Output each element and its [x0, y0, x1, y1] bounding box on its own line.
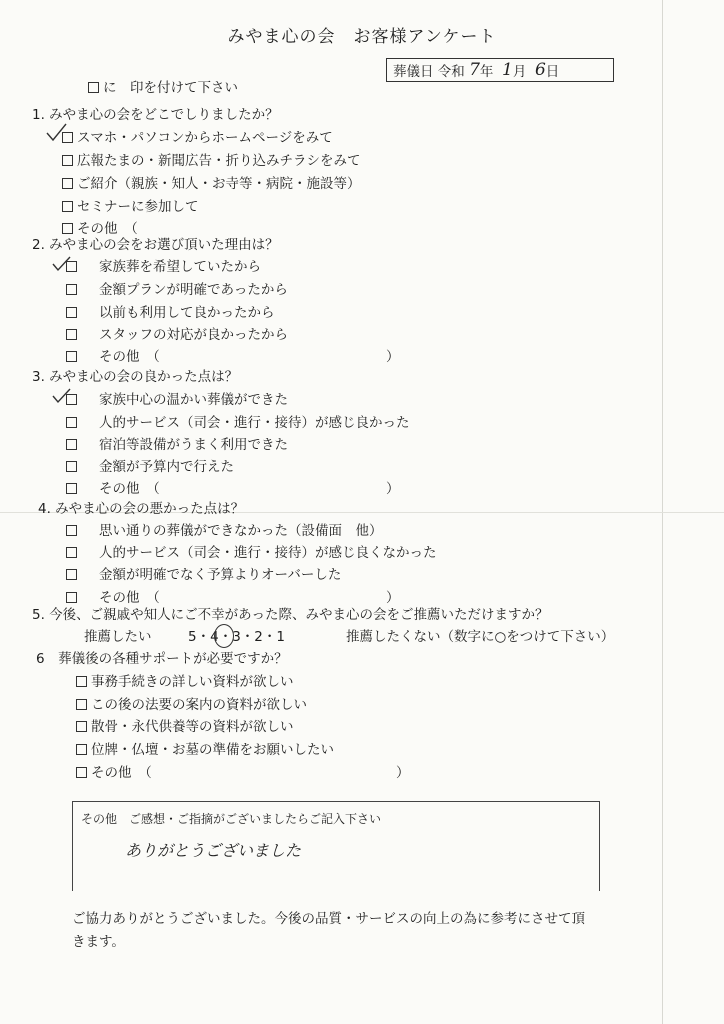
q2-option-label: 金額プランが明確であったから — [99, 282, 288, 298]
q2-option-label: 以前も利用して良かったから — [99, 305, 275, 321]
checkbox[interactable] — [76, 721, 87, 732]
q6-question: 6 葬儀後の各種サポートが必要ですか？ — [36, 651, 288, 667]
q4-option[interactable] — [66, 589, 160, 607]
checkbox[interactable] — [66, 329, 77, 340]
comment-box[interactable] — [72, 801, 600, 891]
q6-option-label: 散骨・永代供養等の資料が欲しい — [91, 719, 294, 735]
q2-option[interactable] — [66, 348, 160, 366]
q3-option[interactable] — [66, 480, 160, 498]
q2-option[interactable] — [66, 304, 275, 322]
q5-left-label: 推薦したい — [84, 629, 152, 645]
q1-option[interactable] — [62, 175, 361, 193]
checkbox[interactable] — [76, 744, 87, 755]
rating-sep: ・ — [240, 629, 255, 645]
q1-question: 1. みやま心の会をどこでしりましたか？ — [32, 107, 279, 123]
q3-option[interactable] — [66, 391, 288, 409]
date-year-unit: 年 — [479, 64, 494, 80]
q3-question: 3. みやま心の会の良かった点は？ — [32, 369, 239, 385]
q5-rating — [188, 628, 285, 646]
q1-option[interactable] — [62, 198, 199, 216]
q1-option[interactable] — [62, 129, 333, 147]
q1-option-label: セミナーに参加して — [77, 199, 199, 215]
checkbox[interactable] — [76, 767, 87, 778]
q1-option-label: スマホ・パソコンからホームページをみて — [77, 130, 333, 146]
checkbox[interactable] — [76, 699, 87, 710]
comment-handwritten-text: ありがとうございました — [125, 841, 302, 860]
q1-option[interactable] — [62, 152, 361, 170]
checkbox[interactable] — [62, 155, 73, 166]
q4-option-label: 金額が明確でなく予算よりオーバーした — [99, 567, 342, 583]
checkbox[interactable] — [66, 483, 77, 494]
q4-option[interactable] — [66, 566, 341, 584]
q1-option-label: ご紹介（親族・知人・お寺等・病院・施設等） — [77, 176, 361, 192]
checkmark-icon — [44, 120, 70, 146]
checkbox[interactable] — [62, 201, 73, 212]
q3-close-paren: ） — [386, 481, 400, 497]
q1-option-label: 広報たまの・新聞広告・折り込みチラシをみて — [77, 153, 361, 169]
selected-rating-circle — [214, 624, 234, 648]
checkbox[interactable] — [66, 569, 77, 580]
page-title: みやま心の会 お客様アンケート — [227, 27, 497, 47]
rating-5[interactable]: 5 — [188, 629, 197, 645]
q6-option-label: その他 （ — [91, 765, 152, 781]
q6-option[interactable] — [76, 764, 152, 782]
q3-option-label: 人的サービス（司会・進行・接待）が感じ良かった — [99, 415, 410, 431]
q6-option-label: 事務手続きの詳しい資料が欲しい — [91, 674, 294, 690]
rating-2[interactable]: 2 — [254, 629, 263, 645]
q2-option-label: 家族葬を希望していたから — [99, 259, 261, 275]
footer-line-1: ご協力ありがとうございました。今後の品質・サービスの向上の為に参考にさせて頂 — [72, 911, 585, 927]
instruction — [88, 79, 238, 97]
checkbox[interactable] — [66, 525, 77, 536]
checkbox[interactable] — [76, 676, 87, 687]
rating-4[interactable]: 4 — [210, 629, 219, 645]
q4-option[interactable] — [66, 544, 437, 562]
q4-option[interactable] — [66, 522, 383, 540]
instruction-text: に 印を付けて下さい — [103, 80, 238, 96]
checkbox[interactable] — [66, 592, 77, 603]
q2-close-paren: ） — [386, 349, 400, 365]
q4-close-paren: ） — [386, 590, 400, 606]
q3-option-label: 宿泊等設備がうまく利用できた — [99, 437, 288, 453]
rating-sep: ・ — [196, 629, 211, 645]
checkmark-icon — [50, 384, 74, 408]
footer-line-2: きます。 — [72, 934, 125, 950]
q3-option-label: その他 （ — [99, 481, 160, 497]
q3-option[interactable] — [66, 458, 234, 476]
checkmark-icon — [50, 252, 74, 276]
q5-scale — [84, 628, 152, 646]
checkbox[interactable] — [66, 351, 77, 362]
q6-close-paren: ） — [396, 765, 410, 781]
checkbox[interactable] — [66, 439, 77, 450]
q3-option-label: 家族中心の温かい葬儀ができた — [99, 392, 288, 408]
rating-1[interactable]: 1 — [276, 629, 285, 645]
date-era: 令和 — [437, 64, 465, 80]
q4-option-label: 思い通りの葬儀ができなかった（設備面 他） — [99, 523, 383, 539]
date-day: 6 — [534, 60, 546, 80]
q3-option-label: 金額が予算内で行えた — [99, 459, 234, 475]
checkbox[interactable] — [66, 417, 77, 428]
q6-option[interactable] — [76, 718, 294, 736]
q2-option[interactable] — [66, 258, 261, 276]
date-month-unit: 月 — [512, 64, 527, 80]
date-year: 7 — [469, 60, 480, 80]
rating-3[interactable]: 3 — [232, 629, 241, 645]
checkbox[interactable] — [62, 223, 73, 234]
q5-question: 5. 今後、ご親戚や知人にご不幸があった際、みやま心の会をご推薦いただけますか？ — [32, 607, 549, 623]
q4-option-label: その他 （ — [99, 590, 160, 606]
rating-sep: ・ — [262, 629, 277, 645]
q2-option[interactable] — [66, 326, 288, 344]
q4-question: 4. みやま心の会の悪かった点は？ — [38, 501, 245, 517]
checkbox[interactable] — [66, 461, 77, 472]
date-day-unit: 日 — [545, 64, 560, 80]
q3-option[interactable] — [66, 414, 410, 432]
comment-label: その他 ご感想・ご指摘がございましたらご記入下さい — [81, 812, 382, 826]
checkbox[interactable] — [66, 284, 77, 295]
q2-option[interactable] — [66, 281, 288, 299]
q6-option[interactable] — [76, 673, 294, 691]
q2-option-label: その他 （ — [99, 349, 160, 365]
checkbox[interactable] — [66, 547, 77, 558]
rating-sep: ・ — [218, 629, 233, 645]
checkbox[interactable] — [66, 307, 77, 318]
checkbox[interactable] — [62, 178, 73, 189]
q6-option-label: この後の法要の案内の資料が欲しい — [91, 697, 307, 713]
q4-option-label: 人的サービス（司会・進行・接待）が感じ良くなかった — [99, 545, 437, 561]
q5-right-label: 推薦したくない（数字に○をつけて下さい） — [346, 629, 615, 645]
q3-option[interactable] — [66, 436, 288, 454]
q1-option-label: その他 （ — [77, 221, 138, 237]
q6-option[interactable] — [76, 741, 334, 759]
date-month: 1 — [502, 60, 513, 80]
date-label: 葬儀日 — [393, 64, 434, 80]
example-checkbox — [88, 82, 99, 93]
q2-option-label: スタッフの対応が良かったから — [99, 327, 288, 343]
q6-option[interactable] — [76, 696, 307, 714]
q2-question: 2. みやま心の会をお選び頂いた理由は？ — [32, 237, 279, 253]
funeral-date-box — [386, 58, 614, 82]
q6-option-label: 位牌・仏壇・お墓の準備をお願いしたい — [91, 742, 334, 758]
